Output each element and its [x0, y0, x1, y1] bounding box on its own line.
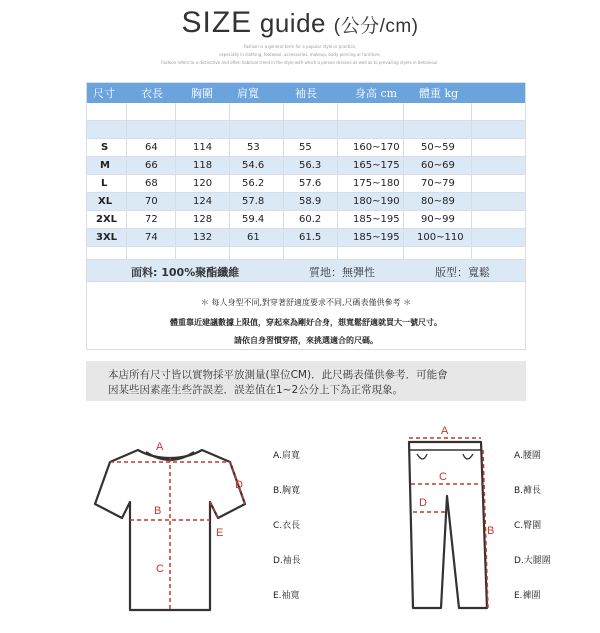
cell-chest: 120 — [193, 178, 213, 189]
cell-size: 2XL — [96, 214, 118, 225]
pants-legend-c: C.臀圍 — [514, 521, 542, 531]
pants-legend-e: E.褲圍 — [514, 591, 541, 601]
cell-shoulder: 54.6 — [242, 160, 265, 171]
cell-height: 165~175 — [353, 160, 400, 171]
title-main: SIZE — [181, 6, 253, 39]
material-row — [87, 260, 525, 282]
texture-label: 質地：無彈性 — [309, 266, 375, 279]
table-header — [87, 83, 525, 103]
cell-weight: 90~99 — [421, 214, 455, 225]
header-size: 尺寸 — [93, 87, 115, 100]
header-chest: 胸圍 — [191, 87, 213, 100]
cell-chest: 124 — [193, 196, 213, 207]
cell-sleeve: 61.5 — [299, 232, 322, 243]
cell-length: 70 — [145, 196, 158, 207]
tshirt-diagram — [90, 432, 250, 617]
header-shoulder: 肩寬 — [237, 87, 259, 100]
cell-chest: 132 — [193, 232, 213, 243]
note-line-3: 請依自身習慣穿搭，來挑選適合的尺碼。 — [234, 336, 378, 345]
cell-weight: 70~79 — [421, 178, 455, 189]
cell-length: 74 — [145, 232, 158, 243]
cell-sleeve: 57.6 — [299, 178, 322, 189]
cell-shoulder: 61 — [247, 232, 260, 243]
cell-chest: 114 — [193, 142, 213, 153]
cell-shoulder: 57.8 — [242, 196, 265, 207]
disclaimer-box — [86, 361, 526, 401]
shirt-legend-d: D.袖長 — [273, 556, 301, 566]
marker-line-e — [210, 502, 218, 518]
fit-label: 版型：寬鬆 — [435, 266, 490, 279]
disclaimer-line-2: 因某些因素產生些許誤差．誤差值在1~2公分上下為正常現象。 — [108, 384, 404, 396]
marker-c: C — [156, 563, 164, 575]
empty-row — [87, 121, 525, 139]
cell-size: M — [100, 160, 110, 171]
subtitle-line-3: Fashion refers to a distinctive and often habitual trend in the style with which a person dresses as well as to prevailing styles in behaviour. — [161, 60, 439, 65]
marker-e: E — [216, 527, 224, 539]
cell-weight: 80~89 — [421, 196, 455, 207]
marker-a: A — [156, 441, 164, 453]
cell-height: 175~180 — [353, 178, 400, 189]
cell-weight: 50~59 — [421, 142, 455, 153]
cell-height: 185~195 — [353, 214, 400, 225]
header-weight: 體重 kg — [419, 87, 459, 100]
pants-diagram — [395, 420, 505, 620]
cell-shoulder: 53 — [247, 142, 260, 153]
header-length: 衣長 — [141, 87, 163, 100]
pants-outline — [409, 442, 487, 608]
material-label: 面料: 100%聚酯纖維 — [131, 266, 240, 279]
title-guide: guide — [259, 8, 327, 38]
note-line-1: ＊ 每人身型不同,對穿著舒適度要求不同,尺碼表僅供參考 ＊ — [200, 298, 412, 307]
pants-marker-c: C — [439, 471, 447, 483]
shirt-legend-e: E.袖寬 — [273, 591, 300, 601]
cell-size: 3XL — [96, 232, 118, 243]
size-table — [86, 82, 526, 350]
cell-sleeve: 56.3 — [299, 160, 322, 171]
cell-length: 66 — [145, 160, 158, 171]
cell-size: XL — [98, 196, 113, 207]
cell-sleeve: 58.9 — [299, 196, 322, 207]
empty-row — [87, 103, 525, 121]
subtitle-line-1: Fashion is a general term for a popular style or practice, — [243, 44, 357, 49]
note-line-2: 體重靠近建議數據上限值，穿起來為剛好合身，想寬鬆舒適就買大一號尺寸。 — [170, 318, 442, 327]
shirt-legend-a: A.肩寬 — [273, 451, 300, 461]
pants-legend-b: B.褲長 — [514, 486, 542, 496]
cell-sleeve: 55 — [299, 142, 312, 153]
cell-size: L — [101, 178, 108, 189]
subtitle-line-2: especially in clothing, footwear, accessories, makeup, body piercing or furniture. — [219, 52, 381, 57]
shirt-legend-c: C.衣長 — [273, 521, 301, 531]
header-height: 身高 cm — [355, 87, 398, 100]
cell-chest: 118 — [193, 160, 213, 171]
cell-length: 68 — [145, 178, 158, 189]
marker-d: D — [235, 479, 243, 491]
cell-height: 180~190 — [353, 196, 400, 207]
shirt-legend-b: B.胸寬 — [273, 486, 301, 496]
cell-shoulder: 59.4 — [242, 214, 265, 225]
marker-b: B — [154, 505, 162, 517]
measurement-diagrams — [0, 420, 600, 633]
cell-weight: 100~110 — [417, 232, 464, 243]
cell-height: 185~195 — [353, 232, 400, 243]
page-title — [0, 6, 600, 40]
pants-pocket-left — [417, 454, 427, 459]
cell-shoulder: 56.2 — [242, 178, 265, 189]
pants-marker-b: B — [487, 525, 495, 537]
pants-pocket-right — [463, 454, 473, 459]
title-unit: (公分/cm) — [333, 16, 419, 37]
disclaimer-line-1: 本店所有尺寸皆以實物採平放測量(單位CM)．此尺碼表僅供參考．可能會 — [108, 369, 448, 381]
cell-length: 72 — [145, 214, 158, 225]
cell-weight: 60~69 — [421, 160, 455, 171]
pants-marker-a: A — [441, 425, 449, 437]
cell-size: S — [101, 142, 109, 153]
pants-legend-d: D.大腿圍 — [514, 556, 551, 566]
header-sleeve: 袖長 — [295, 87, 317, 100]
pants-legend-a: A.腰圍 — [514, 451, 541, 461]
cell-chest: 128 — [193, 214, 213, 225]
cell-sleeve: 60.2 — [299, 214, 322, 225]
cell-length: 64 — [145, 142, 158, 153]
cell-height: 160~170 — [353, 142, 400, 153]
empty-row — [87, 247, 525, 260]
pants-marker-d: D — [419, 497, 427, 509]
